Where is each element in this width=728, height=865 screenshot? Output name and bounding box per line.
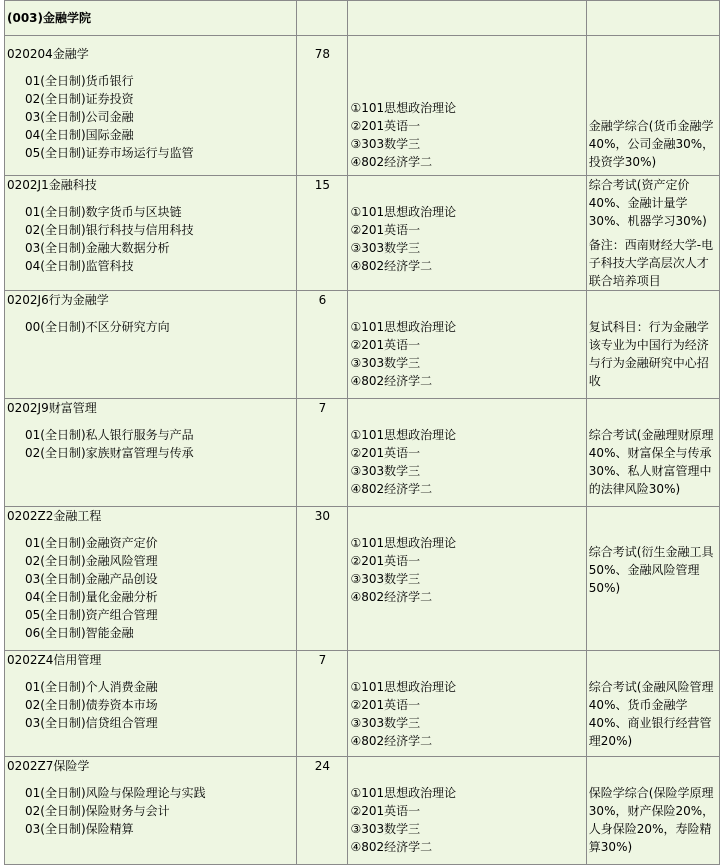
major-name: 0202J1金融科技: [7, 178, 97, 192]
direction-item: 02(全日制)证券投资: [25, 92, 134, 106]
direction-item: 03(全日制)信贷组合管理: [25, 716, 158, 730]
exam-cell: [348, 399, 586, 507]
exam-item: ①101思想政治理论: [350, 428, 457, 442]
exam-item: ②201英语一: [350, 338, 421, 352]
exam-cell: [348, 176, 586, 291]
direction-item: 03(全日制)公司金融: [25, 110, 134, 124]
note-text: 综合考试(资产定价40%、金融计量学30%、机器学习30%): [588, 178, 707, 228]
direction-item: 04(全日制)国际金融: [25, 128, 134, 142]
major-row: [5, 507, 720, 651]
catalog-table: [4, 0, 720, 865]
note-text: 复试科目：行为金融学: [588, 320, 709, 334]
major-cell: [5, 507, 297, 651]
major-row: [5, 176, 720, 291]
exam-item: ①101思想政治理论: [350, 536, 457, 550]
note-text: 备注：西南财经大学-电子科技大学高层次人才联合培养项目: [588, 238, 714, 288]
exam-item: ②201英语一: [350, 554, 421, 568]
exam-item: ①101思想政治理论: [350, 205, 457, 219]
direction-item: 02(全日制)债券资本市场: [25, 698, 158, 712]
note-cell: [586, 291, 719, 399]
direction-item: 04(全日制)量化金融分析: [25, 590, 158, 604]
exam-item: ④802经济学二: [350, 590, 433, 604]
note-text: 该专业为中国行为经济与行为金融研究中心招收: [588, 338, 709, 388]
quota-cell: [297, 757, 348, 865]
major-cell: [5, 757, 297, 865]
direction-item: 03(全日制)金融大数据分析: [25, 241, 170, 255]
exam-item: ③303数学三: [350, 572, 421, 586]
quota-cell: [297, 36, 348, 176]
quota-value: 7: [318, 401, 327, 415]
major-row: [5, 651, 720, 757]
quota-cell: [297, 291, 348, 399]
direction-item: 02(全日制)家族财富管理与传承: [25, 446, 194, 460]
direction-item: 01(全日制)金融资产定价: [25, 536, 158, 550]
direction-item: 02(全日制)保险财务与会计: [25, 804, 170, 818]
exam-item: ②201英语一: [350, 804, 421, 818]
exam-item: ①101思想政治理论: [350, 320, 457, 334]
direction-item: 02(全日制)银行科技与信用科技: [25, 223, 194, 237]
exam-item: ④802经济学二: [350, 840, 433, 854]
direction-item: 01(全日制)数字货币与区块链: [25, 205, 182, 219]
major-row: [5, 757, 720, 865]
exam-item: ①101思想政治理论: [350, 786, 457, 800]
empty-cell: [297, 1, 348, 36]
exam-item: ②201英语一: [350, 119, 421, 133]
empty-cell: [586, 1, 719, 36]
exam-item: ③303数学三: [350, 464, 421, 478]
exam-item: ③303数学三: [350, 356, 421, 370]
exam-item: ③303数学三: [350, 716, 421, 730]
college-header-cell: [5, 1, 297, 36]
exam-cell: [348, 757, 586, 865]
note-cell: [586, 507, 719, 651]
quota-cell: [297, 399, 348, 507]
direction-item: 06(全日制)智能金融: [25, 626, 134, 640]
exam-cell: [348, 507, 586, 651]
major-row: [5, 36, 720, 176]
major-cell: [5, 291, 297, 399]
quota-value: 24: [314, 759, 331, 773]
college-title: (003)金融学院: [7, 11, 92, 25]
exam-item: ④802经济学二: [350, 155, 433, 169]
quota-cell: [297, 651, 348, 757]
quota-value: 30: [314, 509, 331, 523]
exam-item: ①101思想政治理论: [350, 680, 457, 694]
quota-value: 78: [314, 47, 331, 61]
exam-item: ③303数学三: [350, 822, 421, 836]
exam-item: ④802经济学二: [350, 374, 433, 388]
direction-item: 01(全日制)私人银行服务与产品: [25, 428, 194, 442]
note-cell: [586, 36, 719, 176]
exam-item: ④802经济学二: [350, 734, 433, 748]
major-name: 0202J6行为金融学: [7, 293, 109, 307]
major-row: [5, 399, 720, 507]
quota-value: 15: [314, 178, 331, 192]
note-cell: [586, 399, 719, 507]
note-text: 金融学综合(货币金融学40%，公司金融30%，投资学30%): [588, 119, 715, 169]
note-text: 综合考试(金融理财原理40%、财富保全与传承30%、私人财富管理中的法律风险30%): [588, 428, 714, 496]
quota-cell: [297, 507, 348, 651]
direction-item: 03(全日制)金融产品创设: [25, 572, 158, 586]
exam-item: ④802经济学二: [350, 482, 433, 496]
quota-value: 7: [318, 653, 327, 667]
exam-item: ②201英语一: [350, 698, 421, 712]
exam-item: ③303数学三: [350, 241, 421, 255]
major-cell: [5, 176, 297, 291]
major-cell: [5, 399, 297, 507]
direction-item: 01(全日制)货币银行: [25, 74, 134, 88]
exam-cell: [348, 651, 586, 757]
major-name: 0202Z2金融工程: [7, 509, 102, 523]
major-name: 0202J9财富管理: [7, 401, 97, 415]
exam-item: ④802经济学二: [350, 259, 433, 273]
major-row: [5, 291, 720, 399]
note-text: 综合考试(金融风险管理40%、货币金融学40%、商业银行经营管理20%): [588, 680, 714, 748]
exam-cell: [348, 291, 586, 399]
direction-item: 03(全日制)保险精算: [25, 822, 134, 836]
exam-item: ③303数学三: [350, 137, 421, 151]
direction-item: 01(全日制)个人消费金融: [25, 680, 158, 694]
quota-value: 6: [318, 293, 327, 307]
quota-cell: [297, 176, 348, 291]
direction-item: 02(全日制)金融风险管理: [25, 554, 158, 568]
major-name: 0202Z4信用管理: [7, 653, 102, 667]
direction-item: 05(全日制)资产组合管理: [25, 608, 158, 622]
college-header-row: [5, 1, 720, 36]
direction-item: 05(全日制)证券市场运行与监管: [25, 146, 194, 160]
major-cell: [5, 651, 297, 757]
empty-cell: [348, 1, 586, 36]
note-text: 保险学综合(保险学原理30%，财产保险20%，人身保险20%，寿险精算30%): [588, 786, 715, 854]
exam-item: ②201英语一: [350, 223, 421, 237]
exam-item: ②201英语一: [350, 446, 421, 460]
major-name: 020204金融学: [7, 47, 89, 61]
exam-item: ①101思想政治理论: [350, 101, 457, 115]
major-name: 0202Z7保险学: [7, 759, 90, 773]
note-cell: [586, 757, 719, 865]
note-text: 综合考试(衍生金融工具50%、金融风险管理50%): [588, 545, 714, 595]
direction-item: 00(全日制)不区分研究方向: [25, 320, 170, 334]
exam-cell: [348, 36, 586, 176]
direction-item: 01(全日制)风险与保险理论与实践: [25, 786, 206, 800]
note-cell: [586, 651, 719, 757]
note-cell: [586, 176, 719, 291]
direction-item: 04(全日制)监管科技: [25, 259, 134, 273]
major-cell: [5, 36, 297, 176]
